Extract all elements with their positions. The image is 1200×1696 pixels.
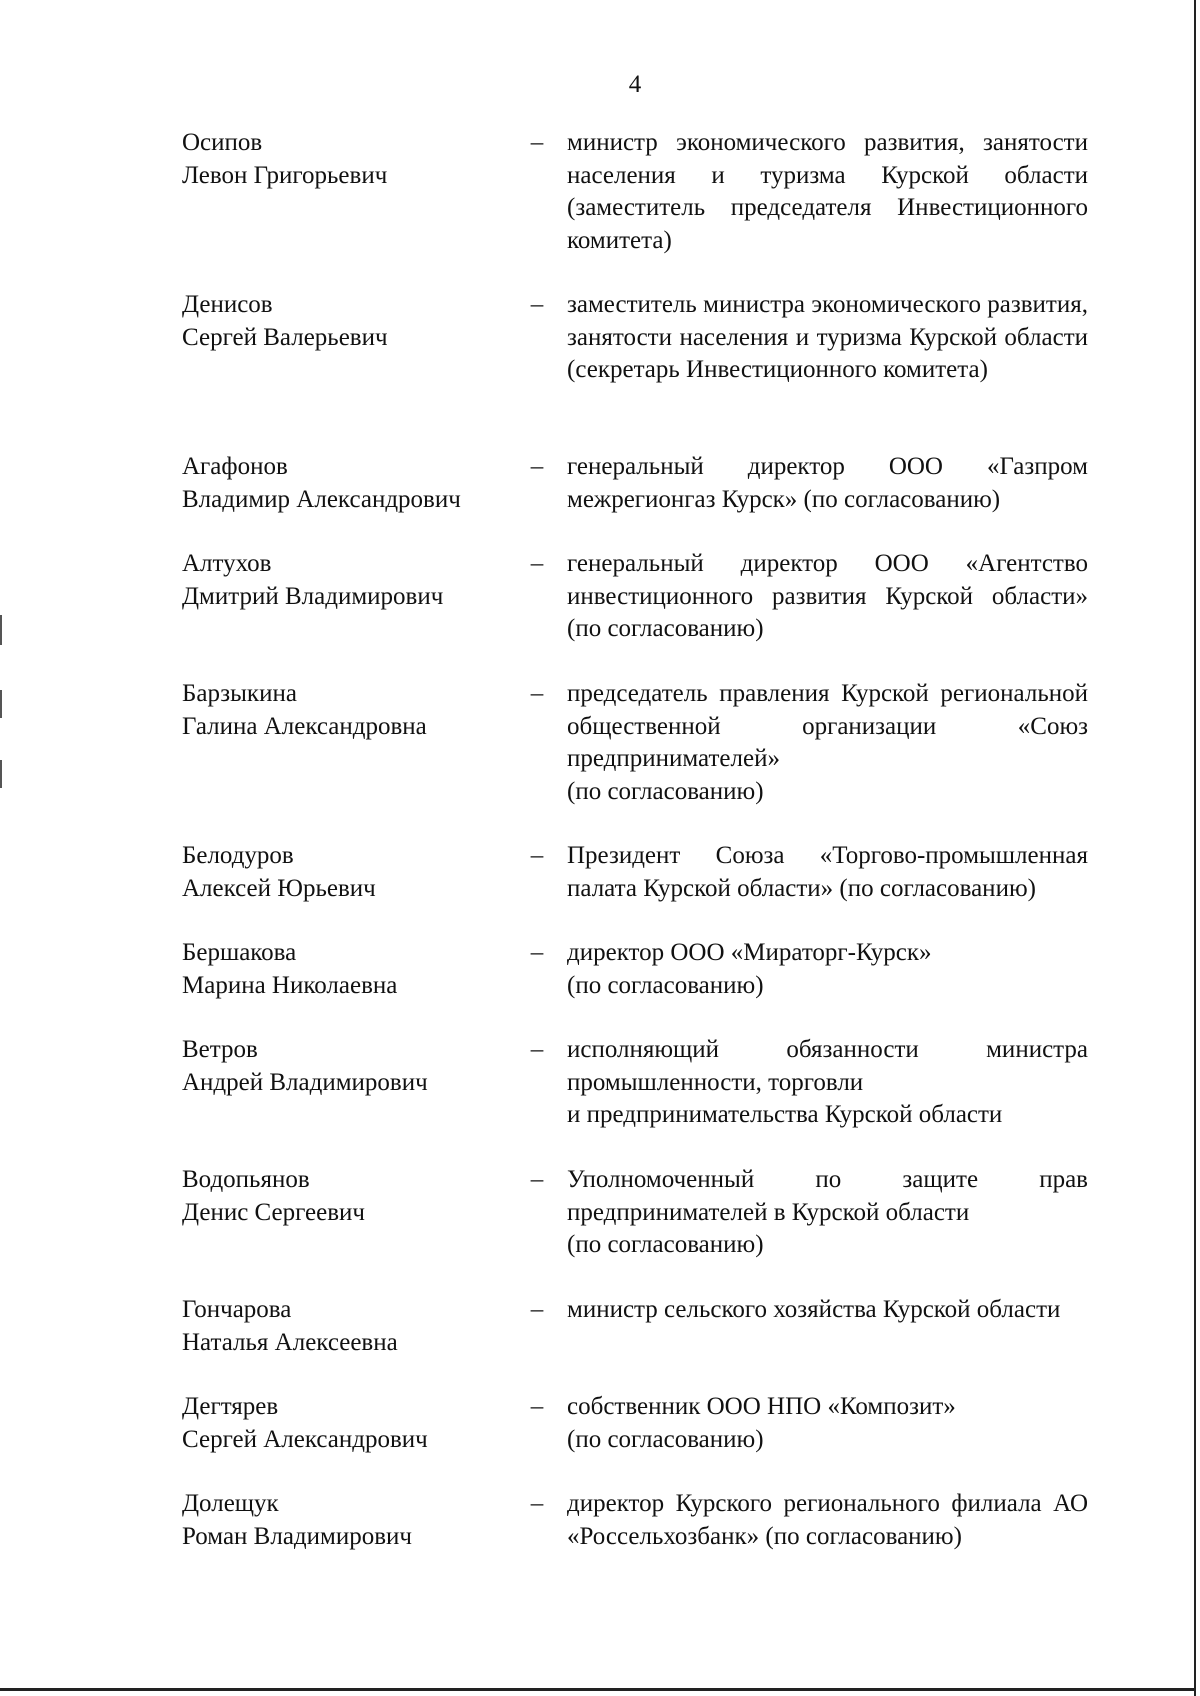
member-given-names: Владимир Александрович bbox=[182, 485, 461, 513]
member-surname: Агафонов bbox=[182, 453, 288, 480]
member-dash: – bbox=[530, 1490, 544, 1517]
member-given-names: Андрей Владимирович bbox=[182, 1068, 428, 1096]
member-surname: Денисов bbox=[182, 291, 273, 318]
member-surname: Алтухов bbox=[182, 550, 272, 577]
member-given-names: Дмитрий Владимирович bbox=[182, 582, 444, 610]
member-name bbox=[182, 289, 512, 354]
member-name bbox=[182, 1034, 512, 1099]
member-dash: – bbox=[530, 939, 544, 966]
member-surname: Дегтярев bbox=[182, 1393, 279, 1420]
member-role bbox=[567, 1391, 1088, 1456]
member-name bbox=[182, 127, 512, 192]
member-role bbox=[567, 451, 1088, 516]
member-given-names: Алексей Юрьевич bbox=[182, 874, 376, 902]
member-name bbox=[182, 937, 512, 1002]
member-role-continuation: (по согласованию) bbox=[567, 1425, 764, 1453]
member-role bbox=[567, 1034, 1088, 1132]
member-given-names: Левон Григорьевич bbox=[182, 161, 388, 189]
member-role-text: Уполномоченный по защите прав предпринимателей в Курской области bbox=[567, 1166, 1088, 1226]
member-dash: – bbox=[530, 550, 544, 577]
member-surname: Осипов bbox=[182, 129, 263, 156]
member-name bbox=[182, 1391, 512, 1456]
member-surname: Водопьянов bbox=[182, 1166, 310, 1193]
member-role bbox=[567, 1294, 1088, 1327]
member-role bbox=[567, 548, 1088, 646]
member-dash: – bbox=[530, 291, 544, 318]
member-role-text: директор Курского регионального филиала АО «Россельхозбанк» (по согласованию) bbox=[567, 1490, 1088, 1550]
member-given-names: Денис Сергеевич bbox=[182, 1198, 366, 1226]
member-dash: – bbox=[530, 1166, 544, 1193]
member-given-names: Наталья Алексеевна bbox=[182, 1328, 398, 1356]
member-name bbox=[182, 1294, 512, 1359]
scan-edge-mark bbox=[0, 615, 2, 645]
page-number: 4 bbox=[628, 71, 642, 98]
member-role bbox=[567, 937, 1088, 1002]
member-given-names: Сергей Валерьевич bbox=[182, 323, 388, 351]
member-given-names: Роман Владимирович bbox=[182, 1522, 412, 1550]
member-dash: – bbox=[530, 842, 544, 869]
member-role-continuation: (по согласованию) bbox=[567, 1231, 764, 1258]
member-role-text: собственник ООО НПО «Композит» bbox=[567, 1393, 956, 1420]
member-surname: Барзыкина bbox=[182, 680, 297, 707]
member-role-text: председатель правления Курской региональной общественной организации «Союз предпринимателей» bbox=[567, 680, 1088, 772]
member-name bbox=[182, 678, 512, 743]
member-surname: Долещук bbox=[182, 1490, 279, 1517]
member-role bbox=[567, 1488, 1088, 1553]
member-role-text: генеральный директор ООО «Газпром межрегионгаз Курск» (по согласованию) bbox=[567, 453, 1088, 513]
member-surname: Ветров bbox=[182, 1036, 258, 1063]
member-role-text: исполняющий обязанности министра промышленности, торговли bbox=[567, 1036, 1088, 1096]
member-role-text: министр сельского хозяйства Курской области bbox=[567, 1296, 1061, 1323]
scan-border-right bbox=[1194, 0, 1196, 1696]
scan-edge-mark bbox=[0, 690, 2, 718]
member-role-text: Президент Союза «Торгово-промышленная палата Курской области» (по согласованию) bbox=[567, 842, 1088, 902]
member-role-text: директор ООО «Мираторг-Курск» bbox=[567, 939, 932, 966]
member-name bbox=[182, 548, 512, 613]
member-role-text: заместитель министра экономического развития, занятости населения и туризма Курской области (секретарь Инвестиционного комитета) bbox=[567, 291, 1088, 383]
member-dash: – bbox=[530, 680, 544, 707]
member-role bbox=[567, 289, 1088, 387]
member-dash: – bbox=[530, 1296, 544, 1323]
member-surname: Белодуров bbox=[182, 842, 294, 869]
member-given-names: Галина Александровна bbox=[182, 712, 427, 740]
member-role-continuation: и предпринимательства Курской области bbox=[567, 1101, 1003, 1128]
member-dash: – bbox=[530, 453, 544, 480]
member-name bbox=[182, 840, 512, 905]
member-dash: – bbox=[530, 1393, 544, 1420]
member-role-continuation: (по согласованию) bbox=[567, 971, 764, 999]
member-name bbox=[182, 451, 512, 516]
member-role bbox=[567, 840, 1088, 905]
scan-border-bottom bbox=[0, 1688, 1196, 1691]
member-role-text: генеральный директор ООО «Агентство инвестиционного развития Курской области» (по согласованию) bbox=[567, 550, 1088, 642]
member-surname: Гончарова bbox=[182, 1296, 292, 1323]
member-dash: – bbox=[530, 129, 544, 156]
scan-edge-mark bbox=[0, 760, 2, 788]
member-role-continuation: (по согласованию) bbox=[567, 777, 764, 805]
member-surname: Бершакова bbox=[182, 939, 297, 966]
member-role bbox=[567, 127, 1088, 257]
member-given-names: Марина Николаевна bbox=[182, 971, 398, 999]
member-name bbox=[182, 1488, 512, 1553]
member-role-text: министр экономического развития, занятости населения и туризма Курской области (заместитель председателя Инвестиционного комитета) bbox=[567, 129, 1088, 254]
member-role bbox=[567, 678, 1088, 808]
member-dash: – bbox=[530, 1036, 544, 1063]
member-given-names: Сергей Александрович bbox=[182, 1425, 428, 1453]
member-role bbox=[567, 1164, 1088, 1262]
member-name bbox=[182, 1164, 512, 1229]
